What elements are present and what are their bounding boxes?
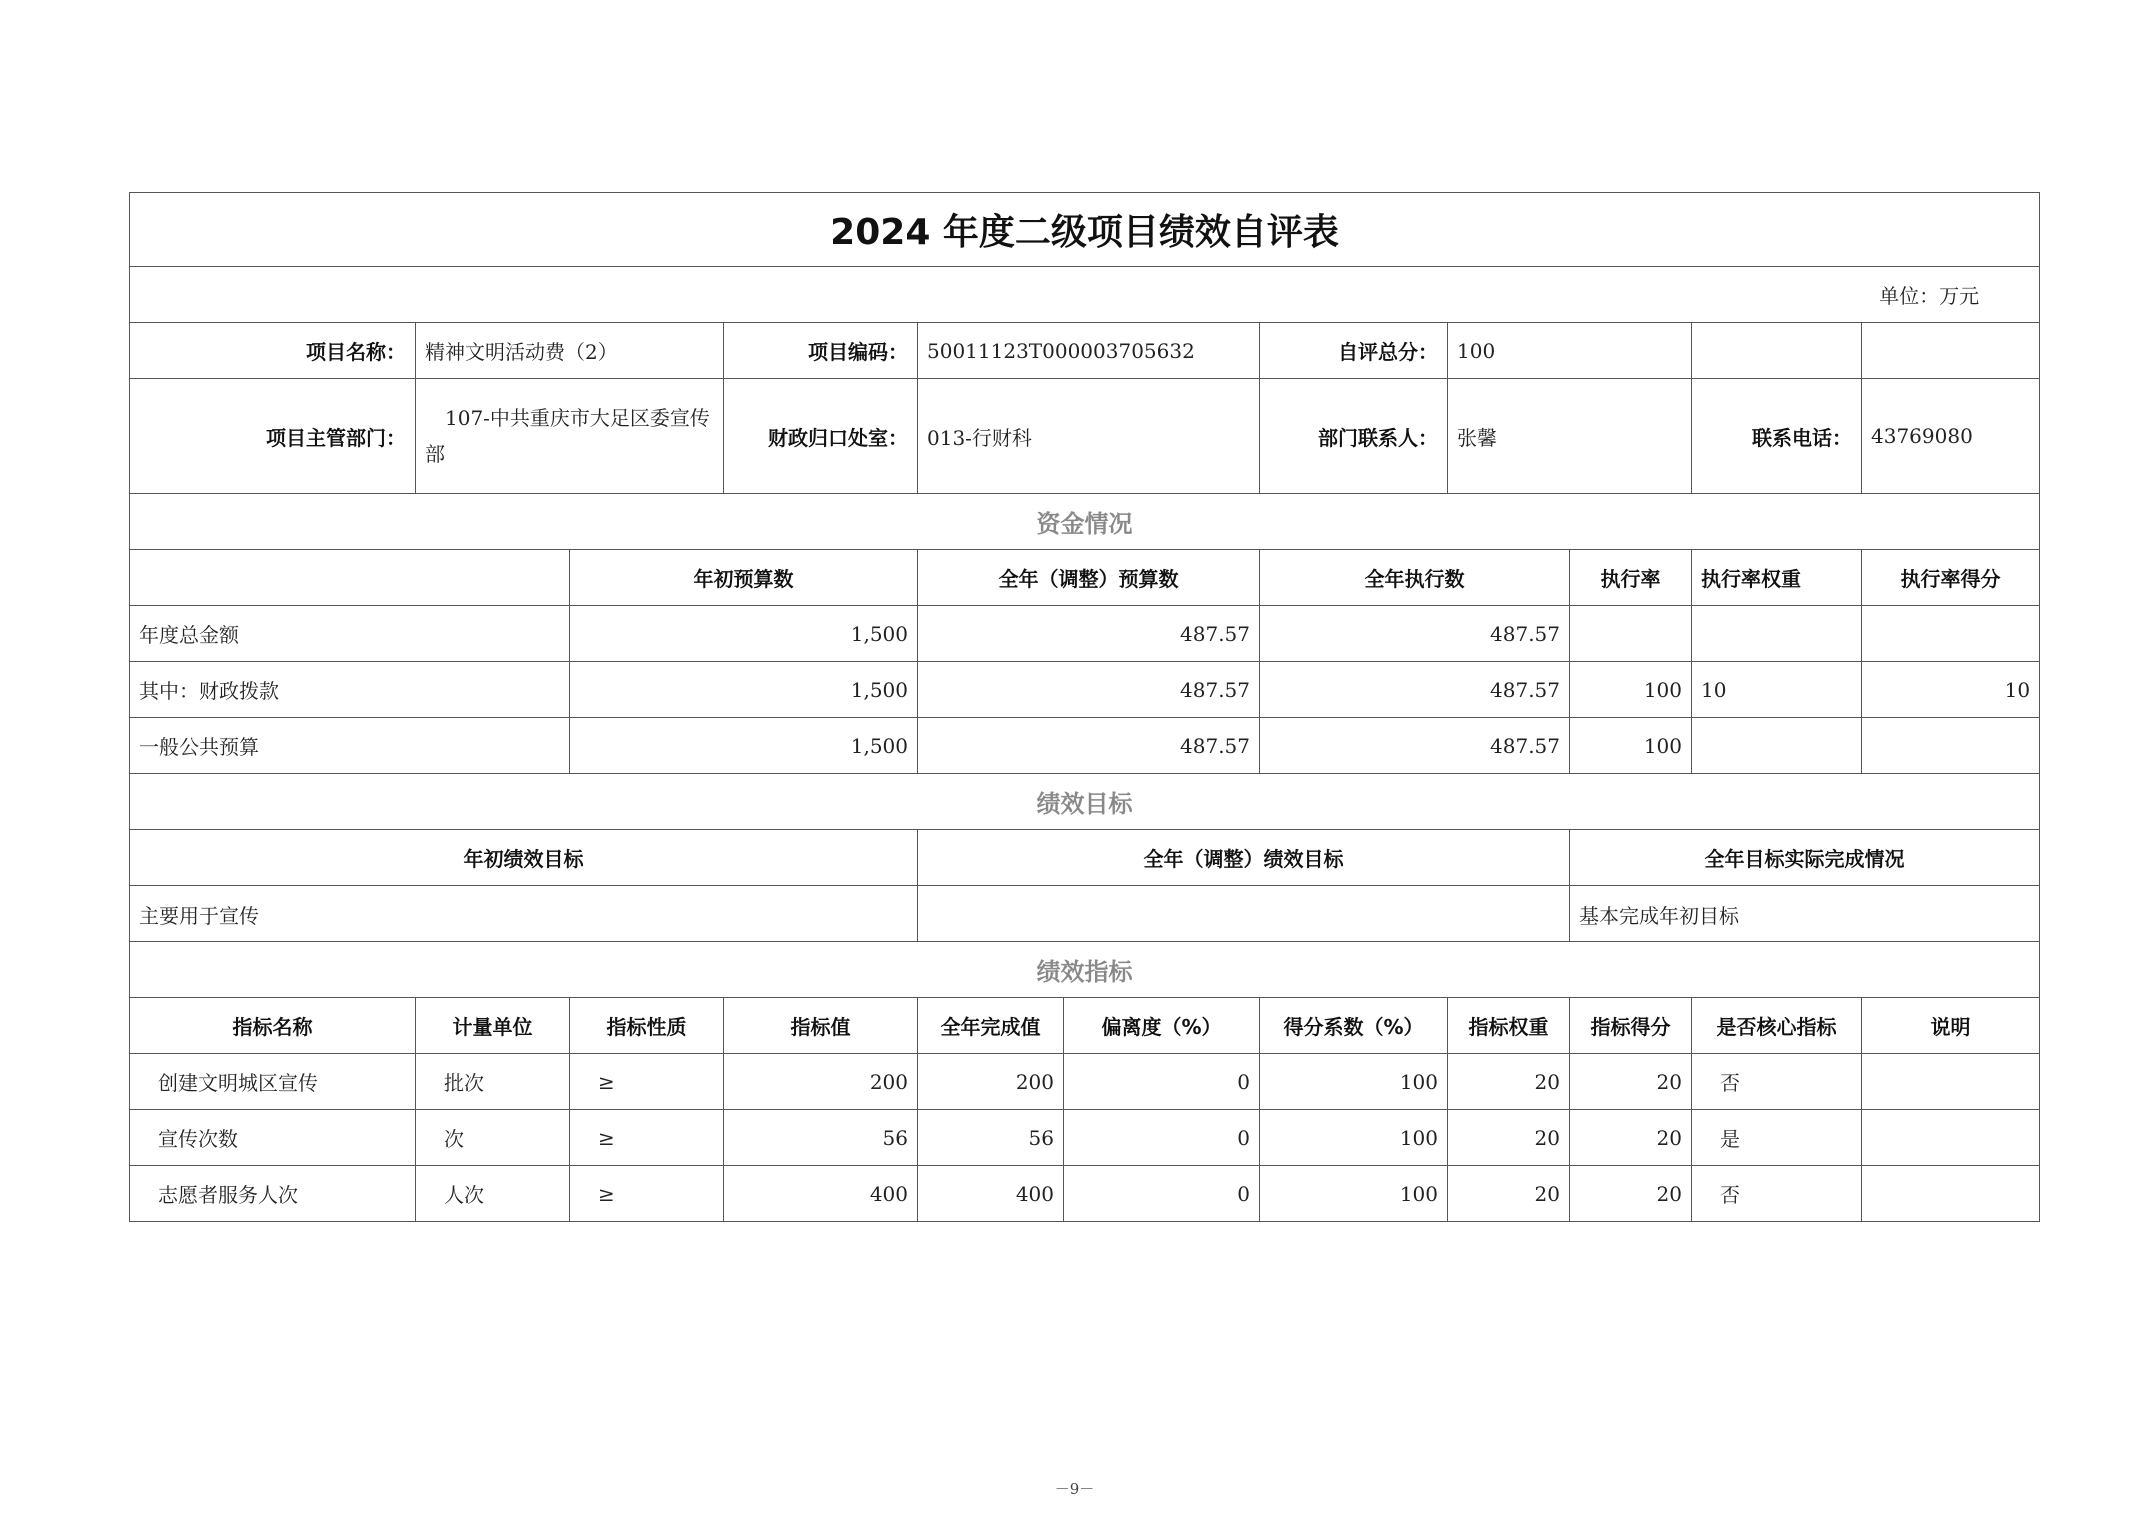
funds-initial: 1,500: [570, 662, 918, 718]
funds-adjusted: 487.57: [918, 662, 1260, 718]
score-total-label: 自评总分：: [1260, 323, 1448, 379]
funds-header: 执行率得分: [1862, 550, 2040, 606]
indicator-header: 得分系数（%）: [1260, 998, 1448, 1054]
indicator-nature: ≥: [570, 1054, 724, 1110]
finance-office-label: 财政归口处室：: [724, 379, 918, 494]
indicator-coef: 100: [1260, 1166, 1448, 1222]
indicator-unit: 人次: [416, 1166, 570, 1222]
indicator-score: 20: [1570, 1166, 1692, 1222]
dept-label: 项目主管部门：: [130, 379, 416, 494]
goal-initial: 主要用于宣传: [130, 886, 918, 942]
indicator-row: [130, 1110, 2040, 1166]
indicator-deviation: 0: [1064, 1110, 1260, 1166]
project-name-label: 项目名称：: [130, 323, 416, 379]
project-info-row-1: [130, 323, 2040, 379]
indicator-header: 指标值: [724, 998, 918, 1054]
indicator-header: 偏离度（%）: [1064, 998, 1260, 1054]
indicator-header: 全年完成值: [918, 998, 1064, 1054]
funds-row: [130, 606, 2040, 662]
indicator-nature: ≥: [570, 1166, 724, 1222]
phone-label: 联系电话：: [1692, 379, 1862, 494]
finance-office-value: 013-行财科: [918, 379, 1260, 494]
indicator-row: [130, 1054, 2040, 1110]
funds-adjusted: 487.57: [918, 718, 1260, 774]
indicator-score: 20: [1570, 1054, 1692, 1110]
indicator-row: [130, 1166, 2040, 1222]
funds-weight: [1692, 718, 1862, 774]
goals-content-row: [130, 886, 2040, 942]
indicator-target: 200: [724, 1054, 918, 1110]
indicator-unit: 次: [416, 1110, 570, 1166]
goals-section-title: 绩效目标: [130, 774, 2040, 830]
indicator-core: 是: [1692, 1110, 1862, 1166]
indicator-weight: 20: [1448, 1054, 1570, 1110]
performance-evaluation-table: [129, 192, 2040, 1222]
contact-value: 张馨: [1448, 379, 1692, 494]
indicator-score: 20: [1570, 1110, 1692, 1166]
funds-header-row: [130, 550, 2040, 606]
indicator-name: 志愿者服务人次: [130, 1166, 416, 1222]
indicator-nature: ≥: [570, 1110, 724, 1166]
funds-initial: 1,500: [570, 606, 918, 662]
indicator-header: 是否核心指标: [1692, 998, 1862, 1054]
indicator-actual: 200: [918, 1054, 1064, 1110]
goal-actual: 基本完成年初目标: [1570, 886, 2040, 942]
funds-initial: 1,500: [570, 718, 918, 774]
indicator-header: 指标性质: [570, 998, 724, 1054]
funds-row: [130, 718, 2040, 774]
empty-cell: [130, 550, 570, 606]
project-code-label: 项目编码：: [724, 323, 918, 379]
project-info-row-2: [130, 379, 2040, 494]
funds-row: [130, 662, 2040, 718]
indicators-header-row: [130, 998, 2040, 1054]
project-name-value: 精神文明活动费（2）: [416, 323, 724, 379]
indicator-target: 56: [724, 1110, 918, 1166]
goals-header: 全年（调整）绩效目标: [918, 830, 1570, 886]
indicator-actual: 400: [918, 1166, 1064, 1222]
funds-header: 执行率: [1570, 550, 1692, 606]
funds-score: [1862, 718, 2040, 774]
indicator-note: [1862, 1166, 2040, 1222]
indicator-target: 400: [724, 1166, 918, 1222]
contact-label: 部门联系人：: [1260, 379, 1448, 494]
indicator-deviation: 0: [1064, 1054, 1260, 1110]
funds-executed: 487.57: [1260, 606, 1570, 662]
indicator-header: 指标得分: [1570, 998, 1692, 1054]
goals-header: 年初绩效目标: [130, 830, 918, 886]
indicator-core: 否: [1692, 1166, 1862, 1222]
funds-rate: 100: [1570, 662, 1692, 718]
empty-cell: [1862, 323, 2040, 379]
indicator-unit: 批次: [416, 1054, 570, 1110]
indicator-deviation: 0: [1064, 1166, 1260, 1222]
goal-adjusted: [918, 886, 1570, 942]
indicator-weight: 20: [1448, 1110, 1570, 1166]
dept-value-line2: 部: [425, 442, 445, 466]
empty-cell: [1692, 323, 1862, 379]
page-title: 2024 年度二级项目绩效自评表: [130, 193, 2040, 267]
funds-row-name: 年度总金额: [130, 606, 570, 662]
phone-value: 43769080: [1862, 379, 2040, 494]
dept-value: [416, 379, 724, 494]
unit-label: 单位：万元: [130, 267, 2040, 323]
funds-header: 执行率权重: [1692, 550, 1862, 606]
indicator-weight: 20: [1448, 1166, 1570, 1222]
funds-weight: [1692, 606, 1862, 662]
funds-adjusted: 487.57: [918, 606, 1260, 662]
funds-score: 10: [1862, 662, 2040, 718]
score-total-value: 100: [1448, 323, 1692, 379]
indicators-section-title: 绩效指标: [130, 942, 2040, 998]
indicator-note: [1862, 1054, 2040, 1110]
indicator-header: 计量单位: [416, 998, 570, 1054]
goals-header-row: [130, 830, 2040, 886]
funds-executed: 487.57: [1260, 718, 1570, 774]
indicator-header: 指标名称: [130, 998, 416, 1054]
indicator-coef: 100: [1260, 1054, 1448, 1110]
funds-weight: 10: [1692, 662, 1862, 718]
page-number: －9－: [1054, 1480, 1095, 1498]
indicator-note: [1862, 1110, 2040, 1166]
indicator-name: 创建文明城区宣传: [130, 1054, 416, 1110]
funds-rate: [1570, 606, 1692, 662]
dept-value-line1: 107-中共重庆市大足区委宣传: [445, 406, 710, 430]
project-code-value: 50011123T000003705632: [918, 323, 1260, 379]
indicator-header: 说明: [1862, 998, 2040, 1054]
funds-header: 全年（调整）预算数: [918, 550, 1260, 606]
funds-score: [1862, 606, 2040, 662]
funds-row-name: 其中：财政拨款: [130, 662, 570, 718]
goals-header: 全年目标实际完成情况: [1570, 830, 2040, 886]
indicator-actual: 56: [918, 1110, 1064, 1166]
funds-header: 全年执行数: [1260, 550, 1570, 606]
funds-executed: 487.57: [1260, 662, 1570, 718]
funds-row-name: 一般公共预算: [130, 718, 570, 774]
indicator-name: 宣传次数: [130, 1110, 416, 1166]
funds-section-title: 资金情况: [130, 494, 2040, 550]
funds-header: 年初预算数: [570, 550, 918, 606]
funds-rate: 100: [1570, 718, 1692, 774]
indicator-header: 指标权重: [1448, 998, 1570, 1054]
indicator-coef: 100: [1260, 1110, 1448, 1166]
indicator-core: 否: [1692, 1054, 1862, 1110]
